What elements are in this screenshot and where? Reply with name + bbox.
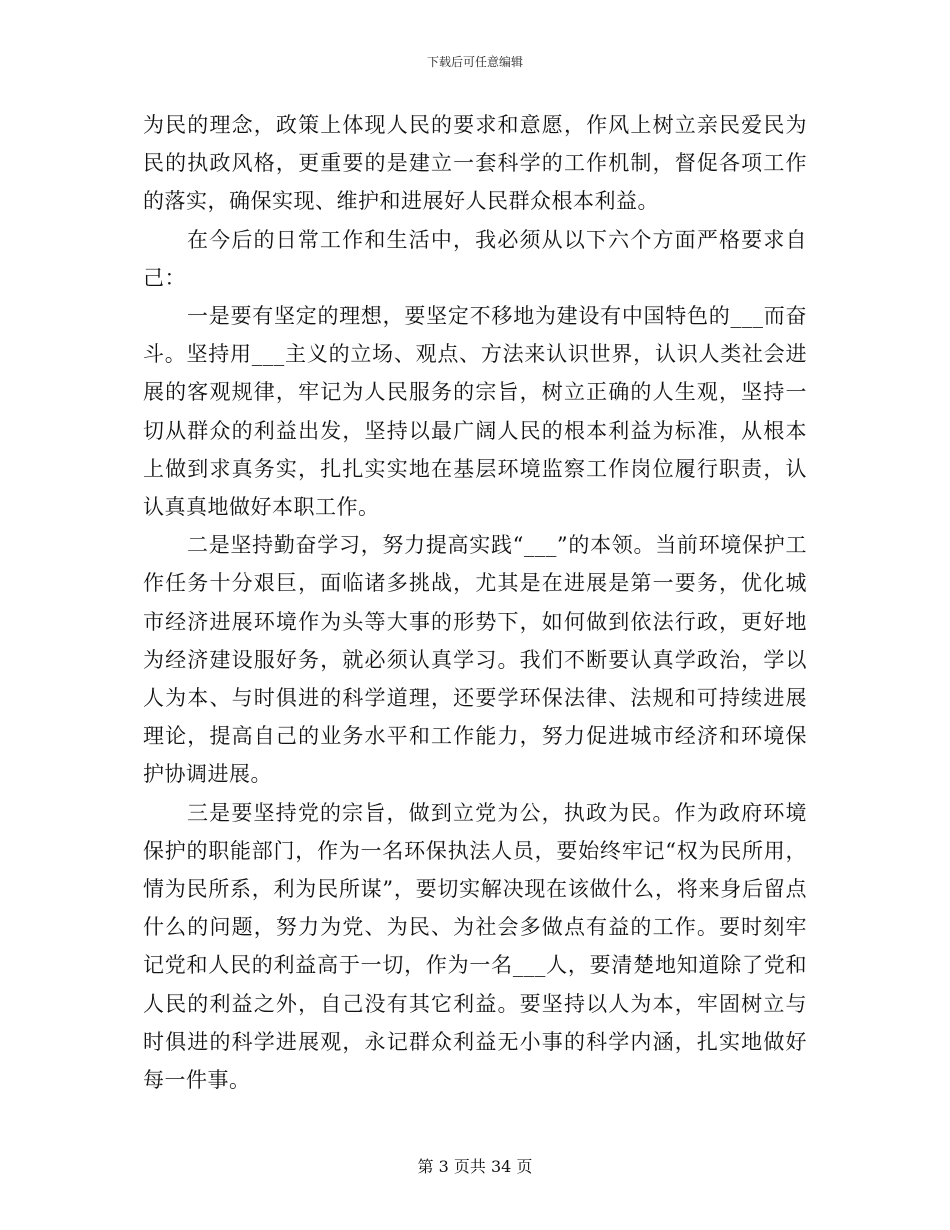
paragraph-point-two: 二是坚持勤奋学习，努力提高实践“___”的本领。当前环境保护工作任务十分艰巨，面临诸多挑战，尤其是在进展是第一要务，优化城市经济进展环境作为头等大事的形势下，如何做到依法行政，更好地为经济建设服好务，就必须认真学习。我们不断要认真学政治，学以人为本、与时俱进的科学道理，还要学环保法律、法规和可持续进展理论，提高自己的业务水平和工作能力，努力促进城市经济和环境保护协调进展。 <box>143 533 807 787</box>
document-body <box>143 106 807 1099</box>
paragraph-point-one: 一是要有坚定的理想，要坚定不移地为建设有中国特色的___而奋斗。坚持用___主义的立场、观点、方法来认识世界，认识人类社会进展的客观规律，牢记为人民服务的宗旨，树立正确的人生观，坚持一切从群众的利益出发，坚持以最广阔人民的根本利益为标准，从根本上做到求真务实，扎扎实实地在基层环境监察工作岗位履行职责，认认真真地做好本职工作。 <box>143 304 807 520</box>
paragraph-point-three: 三是要坚持党的宗旨，做到立党为公，执政为民。作为政府环境保护的职能部门，作为一名环保执法人员，要始终牢记“权为民所用，情为民所系，利为民所谋”，要切实解决现在该做什么，将来身后留点什么的问题，努力为党、为民、为社会多做点有益的工作。要时刻牢记党和人民的利益高于一切，作为一名___人，要清楚地知道除了党和人民的利益之外，自己没有其它利益。要坚持以人为本，牢固树立与时俱进的科学进展观，永记群众利益无小事的科学内涵，扎实地做好每一件事。 <box>143 800 807 1093</box>
paragraph-continuation: 为民的理念，政策上体现人民的要求和意愿，作风上树立亲民爱民为民的执政风格，更重要的是建立一套科学的工作机制，督促各项工作的落实，确保实现、维护和进展好人民群众根本利益。 <box>143 113 807 214</box>
page-header: 下载后可任意编辑 <box>426 55 523 69</box>
paragraph-intro: 在今后的日常工作和生活中，我必须从以下六个方面严格要求自己： <box>143 227 807 290</box>
page-number: 第 3 页共 34 页 <box>417 1157 533 1176</box>
